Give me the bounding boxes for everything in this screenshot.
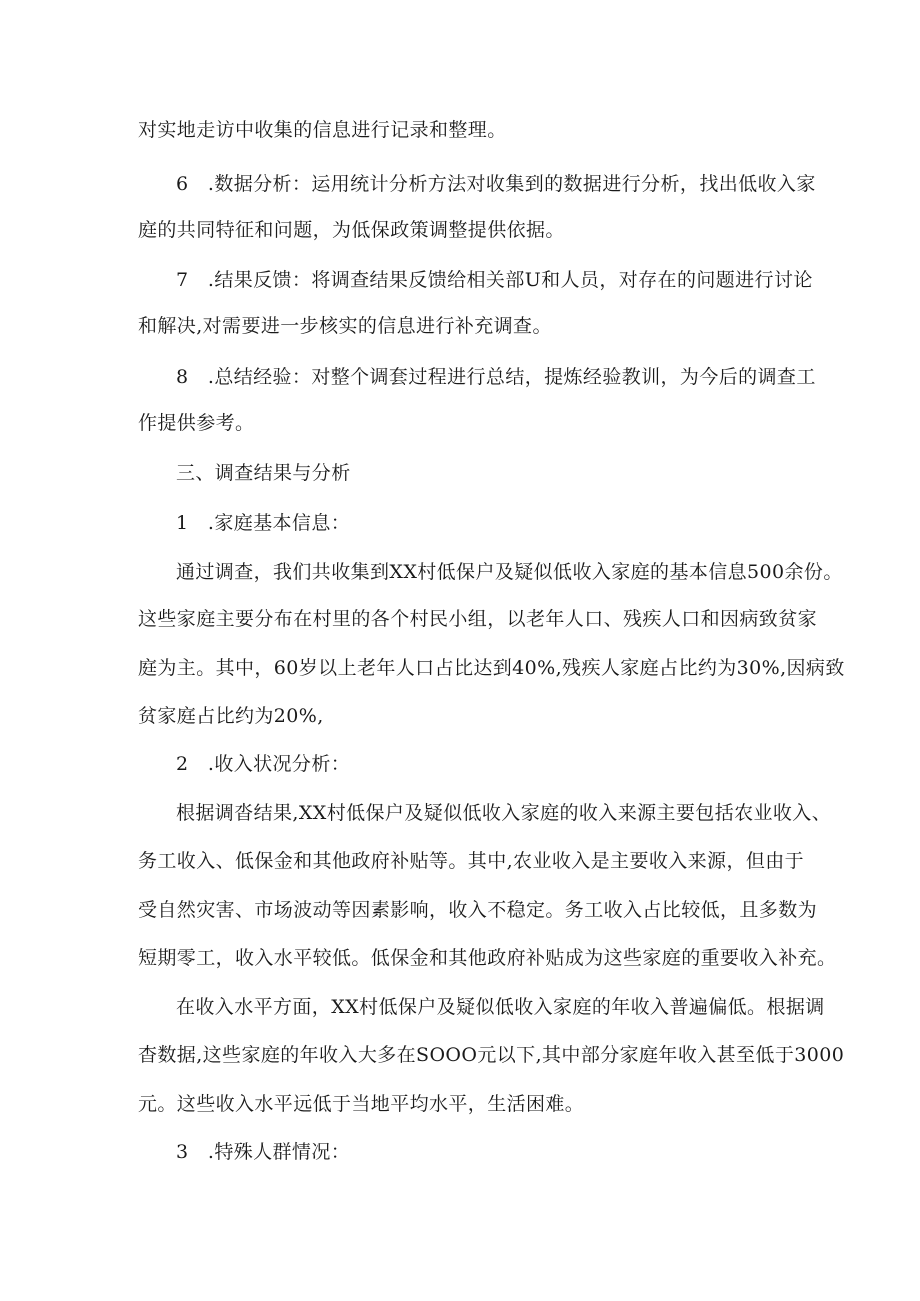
paragraph-start: 根据调沓结果,XX村低保户及疑似低收入家庭的收入来源主要包括农业收入、 xyxy=(176,802,832,824)
text-line: 这些家庭主要分布在村里的各个村民小组，以老年人口、残疾人口和因病致贫家 xyxy=(138,608,818,630)
text-line: 杳数据,这些家庭的年收入大多在SOOO元以下,其中部分家庭年收入甚至低于3000 xyxy=(138,1044,845,1066)
text-line: 短期零工，收入水平较低。低保金和其他政府补贴成为这些家庭的重要收入补充。 xyxy=(138,947,837,969)
paragraph-start: 在收入水平方面，XX村低保户及疑似低收入家庭的年收入普遍偏低。根据调 xyxy=(176,996,825,1018)
text-line: 作提供参考。 xyxy=(138,412,255,434)
list-item-6: 6 .数据分析：运用统计分析方法对收集到的数据进行分析，找出低收入家 xyxy=(176,173,816,195)
text-line: 庭的共同特征和问题，为低保政策调整提供依据。 xyxy=(138,219,565,241)
text-line: 和解决,对需要进一步核实的信息进行补充调查。 xyxy=(138,315,552,337)
paragraph-start: 通过调查，我们共收集到XX村低保户及疑似低收入家庭的基本信息500余份。 xyxy=(176,561,843,583)
text-line: 对实地走访中收集的信息进行记录和整理。 xyxy=(138,119,507,141)
text-line: 务工收入、低保金和其他政府补贴等。其中,农业收入是主要收入来源，但由于 xyxy=(138,850,805,872)
list-item-8: 8 .总结经验：对整个调套过程进行总结，提炼经验教训，为今后的调查工 xyxy=(176,366,816,388)
subsection-heading-1: 1 .家庭基本信息： xyxy=(176,512,351,534)
text-line: 受自然灾害、市场波动等因素影响，收入不稳定。务工收入占比较低，且多数为 xyxy=(138,899,818,921)
subsection-heading-3: 3 .特殊人群情况： xyxy=(176,1141,351,1163)
subsection-heading-2: 2 .收入状况分析： xyxy=(176,753,351,775)
list-item-7: 7 .结果反馈：将调查结果反馈给相关部U和人员，对存在的问题进行讨论 xyxy=(176,269,813,291)
text-line: 贫家庭占比约为20%, xyxy=(138,705,324,727)
section-heading: 三、调查结果与分析 xyxy=(176,462,351,484)
text-line: 庭为主。其中，60岁以上老年人口占比达到40%,残疾人家庭占比约为30%,因病致 xyxy=(138,657,845,679)
text-line: 元。这些收入水平远低于当地平均水平，生活困难。 xyxy=(138,1093,585,1115)
